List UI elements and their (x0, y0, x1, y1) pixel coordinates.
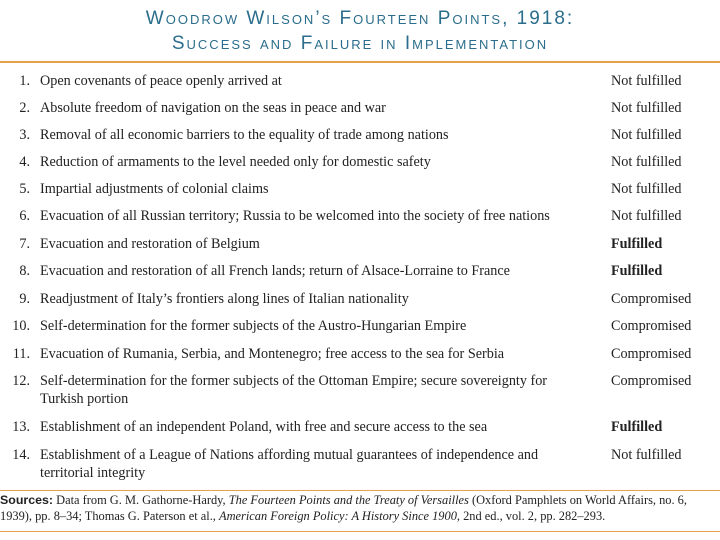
point-text: Impartial adjustments of colonial claims (40, 181, 269, 197)
point-number: 1. (19, 73, 30, 89)
point-status: Fulfilled (611, 263, 663, 279)
point-number: 12. (12, 373, 30, 389)
point-text: Evacuation of all Russian territory; Russia to be welcomed into the society of free nations (40, 208, 550, 224)
point-text: Readjustment of Italy’s frontiers along lines of Italian nationality (40, 291, 409, 307)
top-rule (0, 61, 720, 63)
point-status: Not fulfilled (611, 127, 682, 143)
point-text: Evacuation and restoration of Belgium (40, 236, 260, 252)
page-title (0, 6, 720, 56)
point-status: Not fulfilled (611, 181, 682, 197)
point-number: 9. (19, 291, 30, 307)
point-number: 3. (19, 127, 30, 143)
point-number: 14. (12, 447, 30, 463)
point-number: 4. (19, 154, 30, 170)
point-status: Not fulfilled (611, 208, 682, 224)
point-text: Reduction of armaments to the level needed only for domestic safety (40, 154, 431, 170)
sources-label: Sources: (0, 493, 54, 507)
point-status: Not fulfilled (611, 154, 682, 170)
point-text: Self-determination for the former subjects of the Austro-Hungarian Empire (40, 318, 467, 334)
sources-title-1: The Fourteen Points and the Treaty of Versailles (228, 493, 469, 507)
point-number: 13. (12, 419, 30, 435)
point-status: Compromised (611, 291, 692, 307)
point-text: Removal of all economic barriers to the equality of trade among nations (40, 127, 449, 143)
title-line-2: Success and Failure in Implementation (171, 33, 549, 54)
point-text: Evacuation of Rumania, Serbia, and Montenegro; free access to the sea for Serbia (40, 346, 505, 362)
point-number: 2. (19, 100, 30, 116)
title-line-1: Woodrow Wilson’s Fourteen Points, 1918: (145, 8, 575, 29)
point-status: Not fulfilled (611, 447, 682, 463)
point-text: Establishment of a League of Nations affording mutual guarantees of independence and territorial integrity (40, 447, 539, 481)
point-text: Establishment of an independent Poland, with free and secure access to the sea (40, 419, 488, 435)
point-number: 8. (19, 263, 30, 279)
sources-text-3: , 2nd ed., vol. 2, pp. 282–293. (456, 509, 606, 523)
bottom-rule (0, 490, 720, 491)
end-rule (0, 531, 720, 532)
point-number: 11. (12, 346, 30, 362)
point-number: 7. (19, 236, 30, 252)
point-status: Fulfilled (611, 419, 663, 435)
sources-title-2: American Foreign Policy: A History Since 1900 (219, 509, 457, 523)
sources-text-2: (Oxford Pamphlets on World Affairs, no. 6, 1939), pp. 8–34; Thomas G. Paterson et al., (0, 493, 687, 523)
point-number: 10. (12, 318, 30, 334)
point-number: 6. (19, 208, 30, 224)
point-text: Absolute freedom of navigation on the seas in peace and war (40, 100, 386, 116)
sources-note (0, 492, 720, 524)
point-text: Open covenants of peace openly arrived at (40, 73, 282, 89)
point-text: Evacuation and restoration of all French lands; return of Alsace-Lorraine to France (40, 263, 510, 279)
point-status: Fulfilled (611, 236, 663, 252)
point-status: Compromised (611, 318, 692, 334)
point-text: Self-determination for the former subjects of the Ottoman Empire; secure sovereignty for Turkish portion (40, 373, 548, 407)
point-status: Compromised (611, 373, 692, 389)
sources-text-1: Data from G. M. Gathorne-Hardy, (53, 493, 229, 507)
point-number: 5. (19, 181, 30, 197)
point-status: Not fulfilled (611, 100, 682, 116)
point-status: Compromised (611, 346, 692, 362)
point-status: Not fulfilled (611, 73, 682, 89)
